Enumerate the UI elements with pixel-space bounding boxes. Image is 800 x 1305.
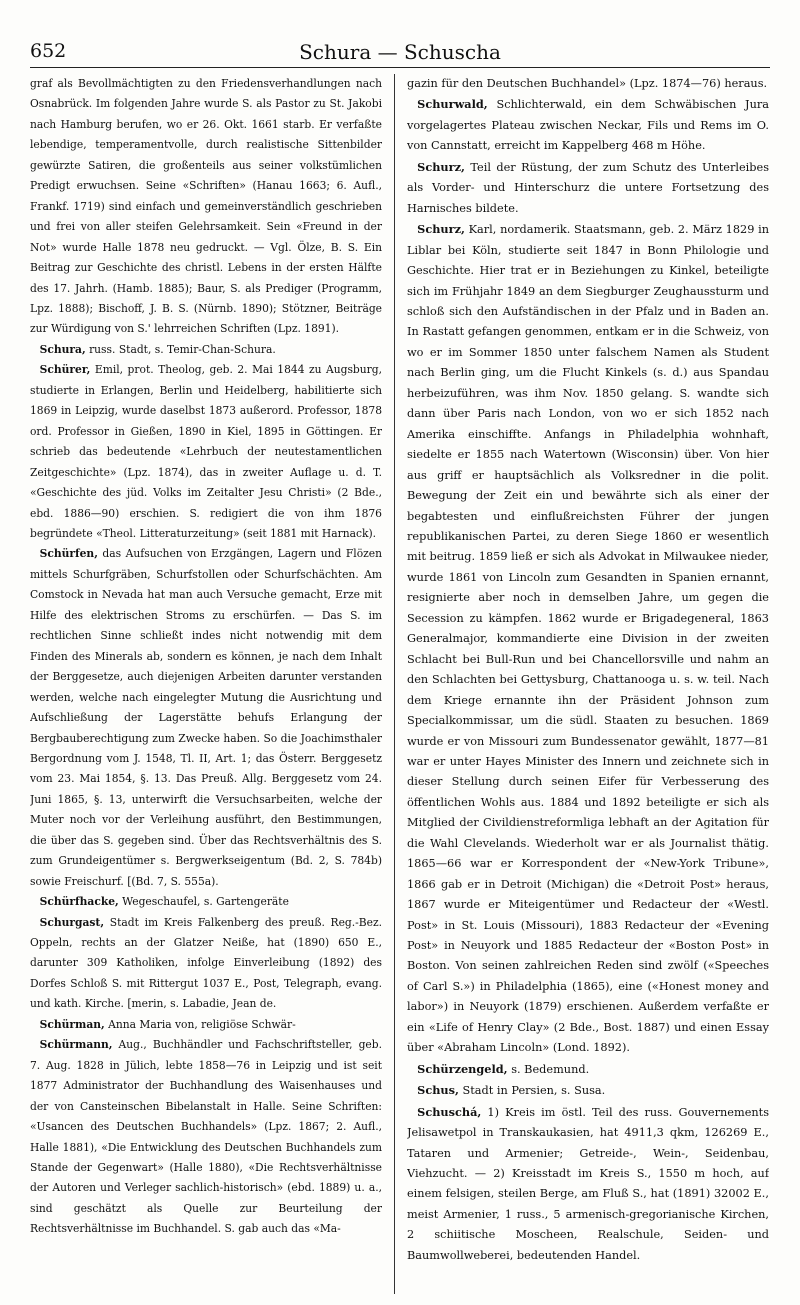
entry-text: 1) Kreis im östl. Teil des russ. Gouvernements Jelisawetpol in Transkaukasien, hat 4911,3 qkm, 126269 E., Tataren und Armenier; Getreide-, Wein-, Seidenbau, Viehzucht. — 2) Kreisstadt im Kreis S., 1550 m hoch, auf einem felsigen, steilen Berge, am Fluß S., hat (1891) 32002 E., meist Armenier, 1 russ., 5 armenisch-gregorianische Kirchen, 2 schiitische Moscheen, Realschule, Seiden- und Baumwollweberei, bedeutenden Handel. [407,1105,769,1262]
entry-text: das Aufsuchen von Erzgängen, Lagern und Flözen mittels Schurfgräben, Schurfstollen oder Schurfschächten. Am Comstock in Nevada hat man auch Versuche gemacht, Erze mit Hilfe des elektrischen Stroms zu erschürfen. — Das S. im rechtlichen Sinne schließt indes nicht notwendig mit dem Finden des Minerals ab, sondern es können, je nach dem Inhalt der Berggesetze, auch diejenigen Arbeiten darunter verstanden werden, welche nach eingelegter Mutung die Ausrichtung und Aufschließung der Lagerstätte behufs Erlangung der Bergbauberechtigung zum Zwecke haben. So die Joachimsthaler Bergordnung vom J. 1548, Tl. II, Art. 1; das Österr. Berggesetz vom 23. Mai 1854, §. 13. Das Preuß. Allg. Berggesetz vom 24. Juni 1865, §. 13, unterwirft die Versuchsarbeiten, welche der Muter noch vor der Verleihung ausführt, den Bestimmungen, die über das S. gegeben sind. Über das Rechtsverhältnis des S. zum Grundeigentümer s. Bergwerkseigentum (Bd. 2, S. 784b) sowie Freischurf. [(Bd. 7, S. 555a). [30,547,382,888]
dictionary-entry [407,1080,769,1101]
entry-headword: Schürfhacke, [39,895,119,909]
dictionary-entry [30,340,382,360]
entry-headword: Schurgast, [39,915,105,929]
entry-headword: Schürfen, [39,547,98,561]
entry-headword: Schurz, [417,222,465,237]
entry-text: gazin für den Deutschen Buchhandel» (Lpz. 1874—76) heraus. [407,77,768,90]
entry-text: Anna Maria von, religiöse Schwär- [104,1017,296,1031]
entry-headword: Schuschá, [417,1104,482,1119]
entry-headword: Schürman, [39,1017,105,1031]
entry-text: Karl, nordamerik. Staatsmann, geb. 2. März 1829 in Liblar bei Köln, studierte seit 1847 in Bonn Philologie und Geschichte. Hier trat er in Beziehungen zu Kinkel, beteiligte sich im Frühjahr 1849 an dem Siegburger Zeughaussturm und schloß sich den Aufständischen in der Pfalz und in Baden an. In Rastatt gefangen genommen, entkam er in die Schweiz, von wo er im Sommer 1850 unter falschem Namen als Student nach Berlin ging, um die Flucht Kinkels (s. d.) aus Spandau herbeizuführen, was ihm Nov. 1850 gelang. S. wandte sich dann über Paris nach London, von wo er sich 1852 nach Amerika einschiffte. Anfangs in Philadelphia wohnhaft, siedelte er 1855 nach Watertown (Wisconsin) über. Von hier aus griff er hauptsächlich als Volksredner in die polit. Bewegung der Zeit ein und bewährte sich als einer der begabtesten und einflußreichsten Führer der jungen republikanischen Partei, zu deren Siege 1860 er wesentlich mit beitrug. 1859 ließ er sich als Advokat in Milwaukee nieder, wurde 1861 von Lincoln zum Gesandten in Spanien ernannt, resignierte aber noch in demselben Jahre, um gegen die Secession zu kämpfen. 1862 wurde er Brigadegeneral, 1863 Generalmajor, kommandierte eine Division in der zweiten Schlacht bei Bull-Run und bei Chancellorsville und nahm an den Schlachten bei Gettysburg, Chattanooga u. s. w. teil. Nach dem Kriege ernannte ihn der Präsident Johnson zum Specialkommissar, um die südl. Staaten zu besuchen. 1869 wurde er von Missouri zum Bundessenator gewählt, 1877—81 war er unter Hayes Minister des Innern und zeichnete sich in dieser Stellung durch seinen Eifer für Verbesserung des öffentlichen Wohls aus. 1884 und 1892 beteiligte er sich als Mitglied der Civildienstreformliga lebhaft an der Agitation für die Wahl Clevelands. Wiederholt war er als Journalist thätig. 1865—66 war er Korrespondent der «New-York Tribune», 1866 gab er in Detroit (Michigan) die «Detroit Post» heraus, 1867 wurde er Miteigentümer und Redacteur der «Westl. Post» in St. Louis (Missouri), 1883 Redacteur der «Evening Post» in Neuyork und 1885 Redacteur der «Boston Post» in Boston. Von seinen zahlreichen Reden sind zwölf («Speeches of Carl S.») in Philadelphia (1865), eine («Honest money and labor») in Neuyork (1879) erschienen. Außerdem verfaßte er ein «Life of Henry Clay» (2 Bde., Bost. 1887) und einen Essay über «Abraham Lincoln» (Lond. 1892). [407,223,769,1055]
entry-text: graf als Bevollmächtigten zu den Friedensverhandlungen nach Osnabrück. Im folgenden Jahre wurde S. als Pastor zu St. Jakobi nach Hamburg berufen, wo er 26. Okt. 1661 starb. Er verfaßte lebendige, temperamentvolle, durch realistische Sittenbilder gewürzte Satiren, die großenteils aus seiner volkstümlichen Predigt erwuchsen. Seine «Schriften» (Hanau 1663; 6. Aufl., Frankf. 1719) sind einfach und gemeinverständlich geschrieben und frei von aller steifen Gelehrsamkeit. Sein «Freund in der Not» wurde Halle 1878 neu gedruckt. — Vgl. Ölze, B. S. Ein Beitrag zur Geschichte des christl. Lebens in der ersten Hälfte des 17. Jahrh. (Hamb. 1885); Baur, S. als Prediger (Programm, Lpz. 1888); Bischoff, J. B. S. (Nürnb. 1890); Stötzner, Beiträge zur Würdigung von S.' lehrreichen Schriften (Lpz. 1891). [30,77,382,336]
entry-headword: Schürzengeld, [417,1061,508,1076]
entry-headword: Schus, [417,1083,459,1098]
dictionary-entry [30,360,382,544]
dictionary-entry [407,94,769,156]
dictionary-entry [30,544,382,892]
continued-paragraph [407,74,769,94]
header-rule [30,67,770,68]
dictionary-entry [30,913,382,1015]
dictionary-entry [30,1035,382,1240]
entry-text: Schlichterwald, ein dem Schwäbischen Jura vorgelagertes Plateau zwischen Neckar, Fils und Rems im O. von Cannstatt, erreicht im Kappelberg 468 m Höhe. [407,98,769,153]
dictionary-entry [407,1102,769,1267]
entry-text: Teil der Rüstung, der zum Schutz des Unterleibes als Vorder- und Hinterschurz die untere Fortsetzung des Harnisches bildete. [407,160,769,215]
entry-text: Emil, prot. Theolog, geb. 2. Mai 1844 zu Augsburg, studierte in Erlangen, Berlin und Heidelberg, habilitierte sich 1869 in Leipzig, wurde daselbst 1873 außerord. Professor, 1878 ord. Professor in Gießen, 1890 in Kiel, 1895 in Göttingen. Er schrieb das bedeutende «Lehrbuch der neutestamentlichen Zeitgeschichte» (Lpz. 1874), das in zweiter Auflage u. d. T. «Geschichte des jüd. Volks im Zeitalter Jesu Christi» (2 Bde., ebd. 1886—90) erschien. S. redigiert die von ihm 1876 begründete «Theol. Litteraturzeitung» (seit 1881 mit Harnack). [30,363,382,540]
left-column [30,74,382,1292]
column-divider [394,74,395,1294]
entry-text: s. Bedemund. [507,1062,590,1076]
dictionary-entry [407,157,769,219]
entry-headword: Schürmann, [39,1038,113,1052]
dictionary-entry [30,1015,382,1035]
entry-headword: Schura, [39,342,86,356]
entry-headword: Schurwald, [417,97,488,112]
entry-text: Stadt in Persien, s. Susa. [458,1084,606,1098]
dictionary-entry [407,219,769,1059]
entry-headword: Schürer, [39,363,91,377]
continued-paragraph [30,74,382,340]
entry-text: Stadt im Kreis Falkenberg des preuß. Reg.-Bez. Oppeln, rechts an der Glatzer Neiße, hat (1890) 650 E., darunter 309 Katholiken, infolge Einverleibung (1892) des Dorfes Schloß S. mit Rittergut 1037 E., Post, Telegraph, evang. und kath. Kirche. [merin, s. Labadie, Jean de. [30,915,382,1011]
dictionary-entry [407,1059,769,1080]
page-header [30,40,770,66]
entry-text: Aug., Buchhändler und Fachschriftsteller, geb. 7. Aug. 1828 in Jülich, lebte 1858—76 in Leipzig und ist seit 1877 Administrator der Buchhandlung des Waisenhauses und der von Cansteinschen Bibelanstalt in Halle. Seine Schriften: «Usancen des Deutschen Buchhandels» (Lpz. 1867; 2. Aufl., Halle 1881), «Die Entwicklung des Deutschen Buchhandels zum Stande der Gegenwart» (Halle 1880), «Die Rechtsverhältnisse der Autoren und Verleger sachlich-historisch» (ebd. 1889) u. a., sind geschätzt als Quelle zur Beurteilung der Rechtsverhältnisse im Buchhandel. S. gab auch das «Ma- [30,1038,382,1236]
entry-text: Wegeschaufel, s. Gartengeräte [118,895,289,909]
running-title: Schura — Schuscha [299,40,501,64]
entry-headword: Schurz, [417,159,465,174]
right-column [407,74,769,1292]
page-number: 652 [30,40,67,62]
dictionary-entry [30,892,382,912]
entry-text: russ. Stadt, s. Temir-Chan-Schura. [85,342,276,356]
